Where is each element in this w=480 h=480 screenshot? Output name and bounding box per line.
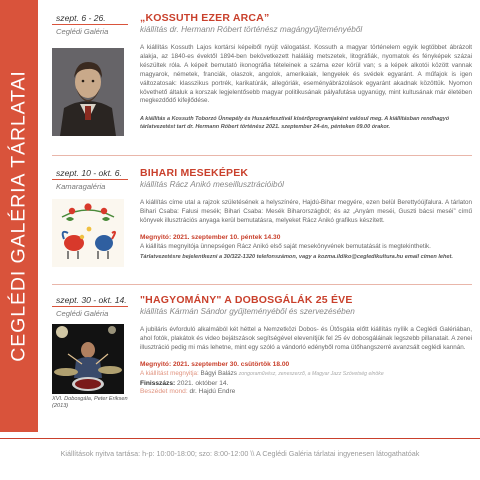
exhibition-content (140, 12, 472, 131)
opener-name: Bágyi Balázs (200, 369, 237, 377)
opener-role: zongoraművész, zeneszerző, a Magyar Jazz Szövetség elnöke (238, 370, 384, 377)
closing-date: 2021. október 14. (177, 379, 229, 387)
exhibition-subtitle: kiállítás dr. Hermann Róbert történész magángyűjteményéből (140, 25, 363, 34)
exhibition-subtitle: kiállítás Rácz Anikó meseillusztrációiból (140, 180, 284, 189)
drummer-photo-image (52, 324, 124, 394)
exhibition-contact: Tárlatvezetésre bejelentkezni a 30/322-1320 telefonszámon, vagy a kozma.ildiko@cegledikultura.hu email címen lehet. (140, 253, 453, 260)
exhibition-title: "HAGYOMÁNY" A DOBOSGÁLÁK 25 ÉVE (140, 294, 353, 306)
exhibition-subtitle: kiállítás Kármán Sándor gyűjteményéből és szervezésében (140, 307, 355, 316)
exhibition-date: szept. 10 - okt. 6. (52, 167, 128, 180)
closing-label: Finisszázs: (140, 379, 176, 387)
exhibition-venue: Ceglédi Galéria (56, 309, 109, 318)
exhibition-info: A kiállítás megnyitója ünnepségen Rácz Anikó első saját mesekönyvének bemutatását is megtekinthetik. (140, 242, 431, 250)
exhibition-title: BIHARI MESEKÉPEK (140, 167, 249, 179)
exhibition-venue: Ceglédi Galéria (56, 27, 109, 36)
footer-divider (0, 438, 480, 439)
exhibition-opener (140, 370, 472, 377)
exhibition-venue: Kamaragaléria (56, 182, 106, 191)
exhibition-description: A jubiláris évforduló alkalmából két héttel a Nemzetközi Dobos- és Ütősgála előtt kiállítás nyílik a Ceglédi Galériában, ahol fotók, plakátok és video bejátszások segítségével elevenítjük fel 25 év dobosgáláinak legszebb pillanatait. A zenei illusztráció pedig mi más lehetne, mint egy szóló a vándorló edényből roma ütőhangszerré avanzsált ceglédi kannán. (140, 326, 472, 351)
speaker-label: Beszédet mond: (140, 387, 188, 395)
footer-opening-hours: Kiállítások nyitva tartása: h-p: 10:00-18:00; szo: 8:00-12:00 \\ A Ceglédi Galéria tárlatai ingyenesen látogathatóak (60, 449, 420, 458)
exhibition-title: „KOSSUTH EZER ARCA” (140, 12, 270, 24)
exhibition-date: szept. 6 - 26. (52, 12, 128, 25)
sidebar-title: CEGLÉDI GALÉRIA TÁRLATAI (7, 70, 30, 362)
section-divider (52, 284, 472, 285)
date-box (52, 294, 128, 318)
exhibition-note: A kiállítás a Kossuth Toborzó Ünnepély és Huszárfesztivál kísérőprogramjaként valósul meg. A kiállításban rendhagyó tárlatvezetést tart dr. Hermann Róbert történész 2021. szeptember 24-én, pénteken 09.00 órakor. (140, 116, 450, 131)
exhibition-speaker (140, 388, 472, 395)
photo-caption: XVI. Dobosgála, Peter Eriksen (2013) (52, 396, 128, 409)
exhibition-content (140, 294, 472, 395)
exhibition-description: A kiállítás Kossuth Lajos kortársi képeiből nyújt válogatást. Kossuth a magyar történelem egyik legtöbbet ábrázolt alakja, az 1840-es évektől 1894-ben bekövetkezett haláláig metszetek, litográfiák, nyomatok és fényképek százai készültek róla. A képeit bemutató ikonográfia tételeinek a száma ezer körül van; s a képek alkotói között vannak magyarok, németek, franciák, olaszok, angolok, amerikaiak, lengyelek és svédek egyaránt. A műfajok is igen változatosak: klasszikus portrék, karikatúrák, allegóriák, eseményábrázolások egyaránt akadnak közöttük. Nyomon követhető általuk a korszak legjelentősebb magyar politikusának pályafutása ugyanúgy, mint kultusának már életében megkezdődő kifejlődése. (140, 44, 472, 105)
sidebar-band (0, 0, 38, 432)
exhibition-date: szept. 30 - okt. 14. (52, 294, 128, 307)
exhibition-closing (140, 380, 472, 387)
exhibition-opening: Megnyitó: 2021. szeptember 10. péntek 14.30 (140, 233, 281, 241)
exhibition-description: A kiállítás címe utal a rajzok születésének a helyszínére, Hajdú-Bihar megyére, ezen belül Berettyóújfalura. A tárlaton Bihari Csaba: Falusi mesék; Bihari Csaba: Mesék Biharországból; és az „Anyám meséi, Guszti bácsi meséi” című könyvek illusztrációs anyaga kerül bemutatásra, melyeket Rácz Anikó grafikus készített. (140, 199, 472, 224)
date-box (52, 12, 128, 36)
folk-illustration-image (52, 199, 124, 267)
speaker-name: dr. Hajdú Endre (189, 387, 236, 395)
opener-label: A kiállítást megnyitja: (140, 369, 199, 377)
date-box (52, 167, 128, 191)
exhibition-opening: Megnyitó: 2021. szeptember 30. csütörtök 18.00 (140, 360, 290, 368)
kossuth-portrait-image (52, 48, 124, 136)
section-divider (52, 155, 472, 156)
exhibition-content (140, 167, 472, 260)
